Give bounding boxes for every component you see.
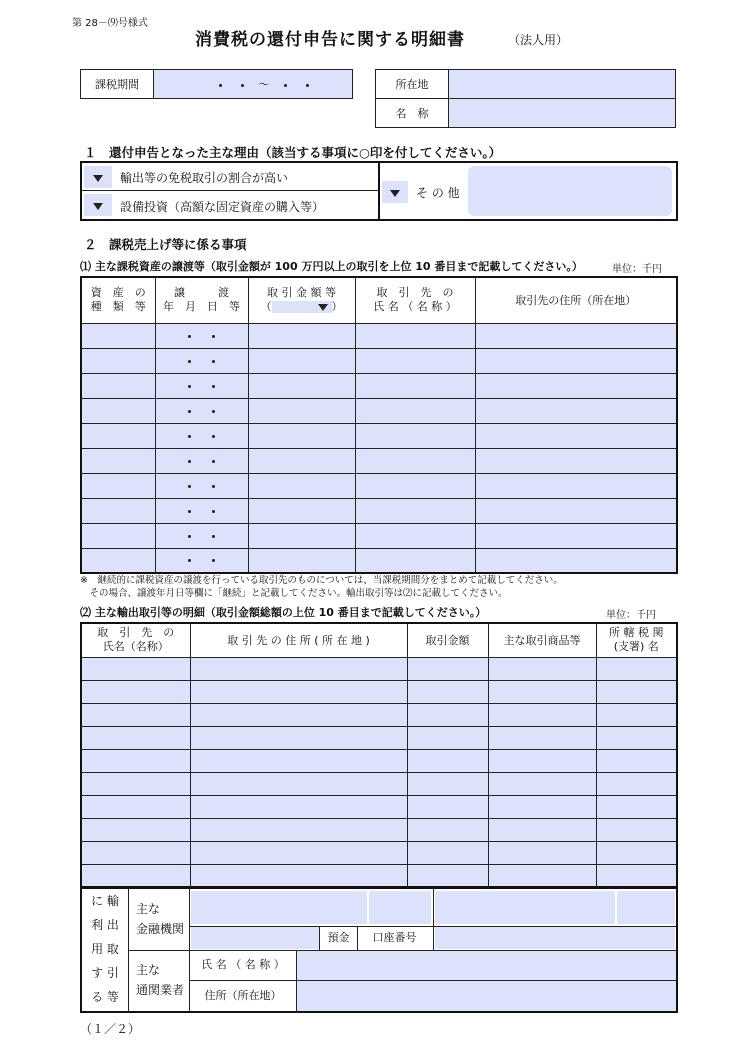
- name-label: 名 称: [376, 99, 449, 128]
- table-row: [81, 473, 677, 498]
- table-row: [81, 818, 677, 841]
- partner-address-cell[interactable]: [190, 749, 407, 772]
- date-cell[interactable]: [155, 523, 248, 548]
- asset-type-cell[interactable]: [81, 323, 155, 348]
- chevron-down-icon: [93, 175, 103, 182]
- partner-name-cell[interactable]: [81, 795, 190, 818]
- partner-address-cell[interactable]: [190, 726, 407, 749]
- customs-office-cell[interactable]: [596, 749, 677, 772]
- section1-box: [80, 161, 678, 221]
- partner-address-cell[interactable]: [475, 523, 677, 548]
- amount-cell[interactable]: [407, 749, 488, 772]
- period-tilde: ～: [258, 78, 270, 91]
- chevron-down-icon: [390, 190, 400, 197]
- customs-office-cell[interactable]: [596, 864, 677, 887]
- note-line-1: ※ 継続的に課税資産の譲渡を行っている取引先のものについては、当課税期間分をまとめて記載してください。: [80, 575, 563, 586]
- table-row: [81, 523, 677, 548]
- reason2-label: 設備投資（高額な固定資産の購入等）: [120, 200, 325, 214]
- section2-heading: ２ 課税売上げ等に係る事項: [84, 237, 247, 252]
- branch-input[interactable]: [435, 891, 675, 924]
- amount-cell[interactable]: [248, 448, 355, 473]
- address-label: 所在地: [376, 70, 449, 99]
- broker-label-2: 通関業者: [136, 983, 185, 997]
- partner-name-cell[interactable]: [355, 373, 475, 398]
- goods-cell[interactable]: [488, 657, 596, 680]
- partner-address-cell[interactable]: [190, 703, 407, 726]
- partner-name-cell[interactable]: [355, 398, 475, 423]
- exports-table: [80, 622, 678, 888]
- other-dropdown[interactable]: [382, 181, 408, 203]
- partner-address-cell[interactable]: [190, 680, 407, 703]
- asset-type-cell[interactable]: [81, 473, 155, 498]
- amount-cell[interactable]: [248, 473, 355, 498]
- partner-address-cell[interactable]: [190, 864, 407, 887]
- chevron-down-icon: [318, 304, 328, 311]
- table-row: [81, 795, 677, 818]
- partner-address-cell[interactable]: [475, 473, 677, 498]
- goods-cell[interactable]: [488, 726, 596, 749]
- table-row: [81, 726, 677, 749]
- partner-address-cell[interactable]: [475, 373, 677, 398]
- table-row: [81, 864, 677, 887]
- partner-address-cell[interactable]: [475, 548, 677, 573]
- deposit-type-input[interactable]: [191, 927, 319, 949]
- amount-cell[interactable]: [407, 864, 488, 887]
- date-cell[interactable]: [155, 498, 248, 523]
- partner-name-cell[interactable]: [355, 523, 475, 548]
- customs-office-cell[interactable]: [596, 818, 677, 841]
- amount-cell[interactable]: [407, 772, 488, 795]
- asset-type-cell[interactable]: [81, 348, 155, 373]
- partner-name-cell[interactable]: [81, 772, 190, 795]
- section1-heading: １ 還付申告となった主な理由（該当する事項に○印を付してください。）: [84, 145, 502, 160]
- partner-name-cell[interactable]: [355, 448, 475, 473]
- date-cell[interactable]: [155, 423, 248, 448]
- amount-cell[interactable]: [248, 423, 355, 448]
- amount-cell[interactable]: [407, 795, 488, 818]
- partner-name-cell[interactable]: [81, 703, 190, 726]
- table-row: [81, 548, 677, 573]
- company-table: [375, 69, 676, 128]
- bank-broker-box: [80, 887, 678, 1013]
- partner-address-cell[interactable]: [190, 657, 407, 680]
- form-number: 第 28－⑼号様式: [72, 18, 148, 29]
- col2-goods: 主な取引商品等: [488, 623, 596, 657]
- amount-cell[interactable]: [248, 523, 355, 548]
- table-row: [81, 680, 677, 703]
- other-label: そ の 他: [416, 186, 460, 200]
- partner-address-cell[interactable]: [190, 818, 407, 841]
- customs-office-cell[interactable]: [596, 841, 677, 864]
- amount-cell[interactable]: [407, 703, 488, 726]
- col-date-bottom: 年 月 日 等: [163, 300, 240, 314]
- amount-cell[interactable]: [407, 726, 488, 749]
- col-address: 取引先の住所（所在地）: [475, 277, 677, 323]
- partner-name-cell[interactable]: [355, 348, 475, 373]
- col2-amount: 取引金額: [407, 623, 488, 657]
- col-amount: 取 引 金 額 等: [267, 286, 336, 300]
- goods-cell[interactable]: [488, 841, 596, 864]
- table-row: [81, 448, 677, 473]
- other-input[interactable]: [468, 166, 672, 216]
- partner-name-cell[interactable]: [81, 818, 190, 841]
- partner-address-cell[interactable]: [475, 398, 677, 423]
- table-row: [81, 749, 677, 772]
- table-row: [81, 498, 677, 523]
- col-partner-top: 取 引 先 の: [376, 286, 454, 300]
- goods-cell[interactable]: [488, 772, 596, 795]
- period-input[interactable]: [154, 70, 353, 99]
- asset-type-cell[interactable]: [81, 448, 155, 473]
- amount-cell[interactable]: [248, 323, 355, 348]
- deposit-label: 預金: [319, 926, 358, 950]
- broker-name-input[interactable]: [297, 951, 676, 981]
- amount-cell[interactable]: [407, 841, 488, 864]
- asset-type-cell[interactable]: [81, 423, 155, 448]
- table-row: [81, 703, 677, 726]
- broker-address-label: 住所（所在地）: [190, 981, 297, 1011]
- partner-address-cell[interactable]: [475, 348, 677, 373]
- customs-office-cell[interactable]: [596, 772, 677, 795]
- broker-address-input[interactable]: [297, 981, 676, 1011]
- partner-address-cell[interactable]: [475, 448, 677, 473]
- reason2-dropdown[interactable]: [84, 194, 112, 216]
- asset-type-cell[interactable]: [81, 523, 155, 548]
- amount-cell[interactable]: [407, 818, 488, 841]
- unit-dropdown[interactable]: [272, 301, 332, 313]
- sub1-heading: ⑴ 主な課税資産の譲渡等（取引金額が 100 万円以上の取引を上位 10 番目まで記載してください。）: [80, 260, 583, 273]
- date-cell[interactable]: [155, 348, 248, 373]
- customs-office-cell[interactable]: [596, 795, 677, 818]
- partner-name-cell[interactable]: [355, 498, 475, 523]
- account-number-input[interactable]: [435, 927, 675, 949]
- col-asset-type: 資 産 の 種 類 等: [81, 277, 155, 323]
- title-suffix: （法人用）: [508, 33, 569, 47]
- sub2-unit: 単位：千円: [606, 610, 656, 621]
- partner-address-cell[interactable]: [190, 841, 407, 864]
- customs-office-cell[interactable]: [596, 657, 677, 680]
- reason1-label: 輸出等の免税取引の割合が高い: [120, 171, 289, 185]
- partner-address-cell[interactable]: [475, 498, 677, 523]
- col-date-top: 譲 渡: [174, 286, 229, 300]
- date-cell[interactable]: [155, 398, 248, 423]
- partner-name-cell[interactable]: [81, 841, 190, 864]
- partner-name-cell[interactable]: [81, 749, 190, 772]
- bank-name-input[interactable]: [191, 891, 431, 924]
- company-name-input[interactable]: [449, 99, 676, 128]
- asset-type-cell[interactable]: [81, 398, 155, 423]
- note-line-2: その場合、譲渡年月日等欄に「継続」と記載してください。輸出取引等は⑵に記載してください。: [80, 588, 508, 599]
- amount-cell[interactable]: [248, 398, 355, 423]
- goods-cell[interactable]: [488, 703, 596, 726]
- goods-cell[interactable]: [488, 864, 596, 887]
- customs-office-cell[interactable]: [596, 703, 677, 726]
- table-row: [81, 657, 677, 680]
- date-cell[interactable]: [155, 548, 248, 573]
- partner-name-cell[interactable]: [355, 423, 475, 448]
- asset-type-cell[interactable]: [81, 373, 155, 398]
- partner-name-cell[interactable]: [355, 473, 475, 498]
- col-partner-bottom: 氏 名 （ 名 称 ）: [373, 300, 457, 314]
- amount-cell[interactable]: [248, 348, 355, 373]
- goods-cell[interactable]: [488, 795, 596, 818]
- partner-name-cell[interactable]: [81, 864, 190, 887]
- partner-address-cell[interactable]: [475, 323, 677, 348]
- broker-name-label: 氏 名 （ 名 称 ）: [190, 950, 297, 981]
- table-row: [81, 373, 677, 398]
- partner-name-cell[interactable]: [81, 726, 190, 749]
- asset-type-cell[interactable]: [81, 548, 155, 573]
- partner-name-cell[interactable]: [81, 657, 190, 680]
- account-label: 口座番号: [356, 926, 434, 950]
- table-row: [81, 348, 677, 373]
- sub2-heading: ⑵ 主な輸出取引等の明細（取引金額総額の上位 10 番目まで記載してください。）: [80, 606, 487, 619]
- goods-cell[interactable]: [488, 749, 596, 772]
- amount-cell[interactable]: [248, 373, 355, 398]
- table-row: [81, 841, 677, 864]
- col2-partner-bottom: 氏名（名称）: [102, 640, 169, 654]
- col2-address: 取 引 先 の 住 所 ( 所 在 地 ): [190, 623, 407, 657]
- col2-office-bottom: (支署) 名: [613, 640, 659, 654]
- date-cell[interactable]: [155, 323, 248, 348]
- partner-name-cell[interactable]: [355, 323, 475, 348]
- amount-cell[interactable]: [248, 498, 355, 523]
- partner-name-cell[interactable]: [355, 548, 475, 573]
- bank-label-1: 主な: [136, 902, 161, 916]
- date-cell[interactable]: [155, 448, 248, 473]
- side-label: に 輸 利 出 用 取 す 引 る 等: [82, 889, 129, 1011]
- amount-cell[interactable]: [407, 680, 488, 703]
- goods-cell[interactable]: [488, 680, 596, 703]
- reason1-dropdown[interactable]: [84, 166, 112, 188]
- bank-label-2: 金融機関: [136, 922, 185, 936]
- asset-type-cell[interactable]: [81, 498, 155, 523]
- company-address-input[interactable]: [449, 70, 676, 99]
- partner-address-cell[interactable]: [190, 772, 407, 795]
- period-table: [80, 69, 353, 99]
- col2-office-top: 所 轄 税 関: [609, 626, 664, 640]
- partner-address-cell[interactable]: [475, 423, 677, 448]
- assets-table: 資 産 の 種 類 等 譲 渡 年 月 日 等 取 引 金 額 等 （ ） 取 引 先 の 氏 名 （ 名 称 ） 取引先の住所（所在地）: [80, 276, 678, 574]
- table-row: [81, 423, 677, 448]
- table-row: [81, 398, 677, 423]
- col2-partner-top: 取 引 先 の: [97, 626, 175, 640]
- amount-cell[interactable]: [407, 657, 488, 680]
- page-number: （１／２）: [80, 1022, 141, 1036]
- date-cell[interactable]: [155, 373, 248, 398]
- partner-address-cell[interactable]: [190, 795, 407, 818]
- customs-office-cell[interactable]: [596, 680, 677, 703]
- table-row: [81, 772, 677, 795]
- broker-label-1: 主な: [136, 963, 161, 977]
- sub1-unit: 単位：千円: [612, 264, 662, 275]
- date-cell[interactable]: [155, 473, 248, 498]
- amount-cell[interactable]: [248, 548, 355, 573]
- customs-office-cell[interactable]: [596, 726, 677, 749]
- partner-name-cell[interactable]: [81, 680, 190, 703]
- period-label: 課税期間: [81, 70, 154, 99]
- goods-cell[interactable]: [488, 818, 596, 841]
- chevron-down-icon: [93, 203, 103, 210]
- page-title: 消費税の還付申告に関する明細書: [195, 30, 465, 50]
- table-row: [81, 323, 677, 348]
